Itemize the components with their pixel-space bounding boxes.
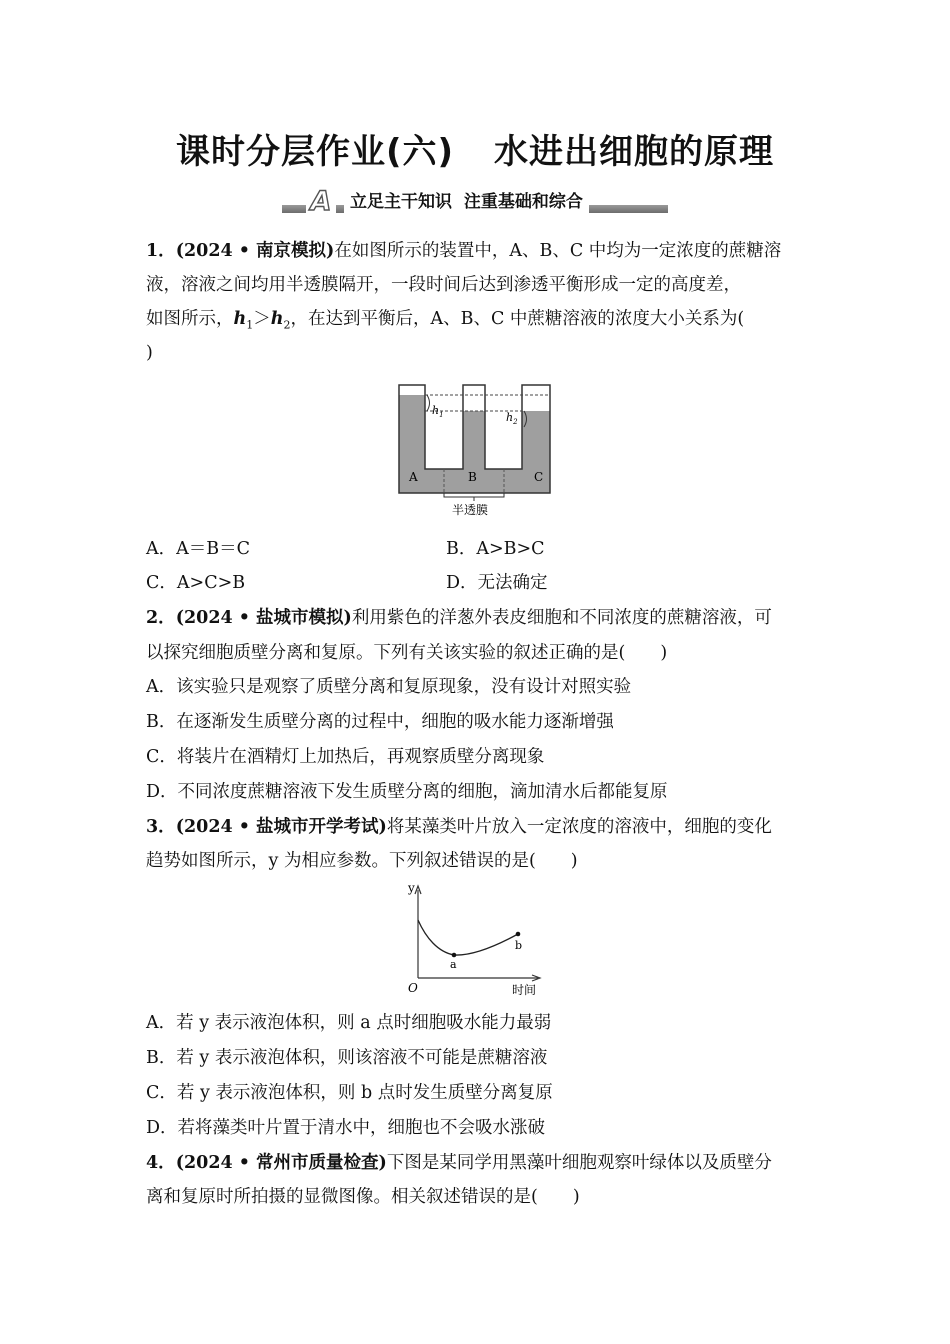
title-main: 课时分层作业(六) xyxy=(175,132,455,172)
q1-text3a: 如图所示， xyxy=(146,309,234,329)
q1-option-a: A．A＝B＝C xyxy=(146,539,251,559)
fig1-membrane-label: 半透膜 xyxy=(452,503,489,517)
q2-text1: 利用紫色的洋葱外表皮细胞和不同浓度的蔗糖溶液，可 xyxy=(351,608,772,628)
banner-text: 立足主干知识 注重基础和综合 xyxy=(344,190,589,214)
q1-line4: ) xyxy=(146,343,153,363)
q1-h2-sub: 2 xyxy=(283,318,291,332)
fig2-x-label: 时间 xyxy=(512,983,537,997)
q3-source: (2024 • 盐城市开学考试) xyxy=(175,817,387,837)
q4-number: 4． xyxy=(146,1153,176,1173)
fig1-h2-label: $h_2$ xyxy=(506,411,518,426)
q4-line1 xyxy=(146,1151,772,1175)
u-tube-figure xyxy=(396,383,556,518)
q1-option-c: C．A>C>B xyxy=(146,573,246,593)
q3-option-d: D．若将藻类叶片置于清水中，细胞也不会吸水涨破 xyxy=(146,1118,546,1138)
q1-text3b: ，在达到平衡后，A、B、C 中蔗糖溶液的浓度大小关系为( xyxy=(290,309,745,329)
q2-line1 xyxy=(146,606,772,630)
trend-curve-figure xyxy=(400,880,550,1000)
q1-h1: h xyxy=(233,309,247,329)
q3-line2: 趋势如图所示，y 为相应参数。下列叙述错误的是( ) xyxy=(146,851,578,871)
q1-line2: 液，溶液之间均用半透膜隔开，一段时间后达到渗透平衡形成一定的高度差， xyxy=(146,275,741,295)
q1-number: 1． xyxy=(146,241,176,261)
q1-h2: h xyxy=(270,309,284,329)
q2-option-b: B．在逐渐发生质壁分离的过程中，细胞的吸水能力逐渐增强 xyxy=(146,712,614,732)
q3-number: 3． xyxy=(146,817,176,837)
q4-line2: 离和复原时所拍摄的显微图像。相关叙述错误的是( ) xyxy=(146,1187,580,1207)
q1-text1: 在如图所示的装置中，A、B、C 中均为一定浓度的蔗糖溶 xyxy=(334,241,782,261)
fig2-point-b-label: b xyxy=(515,939,523,952)
fig2-origin-label: O xyxy=(408,981,418,995)
q3-option-c: C．若 y 表示液泡体积，则 b 点时发生质壁分离复原 xyxy=(146,1083,553,1103)
q2-line2: 以探究细胞质壁分离和复原。下列有关该实验的叙述正确的是( ) xyxy=(146,643,668,663)
q1-gt: ＞ xyxy=(253,309,271,329)
fig2-y-label: y xyxy=(408,881,415,895)
q2-source: (2024 • 盐城市模拟) xyxy=(175,608,352,628)
q1-line1 xyxy=(146,239,781,263)
q4-source: (2024 • 常州市质量检查) xyxy=(175,1153,387,1173)
section-banner xyxy=(282,188,668,220)
q3-line1 xyxy=(146,815,772,839)
q2-option-d: D．不同浓度蔗糖溶液下发生质壁分离的细胞，滴加清水后都能复原 xyxy=(146,782,668,802)
q3-text1: 将某藻类叶片放入一定浓度的溶液中，细胞的变化 xyxy=(386,817,772,837)
page-title xyxy=(0,124,950,173)
fig1-h1-label: $h_1$ xyxy=(432,404,444,419)
fig1-label-a: A xyxy=(409,470,418,484)
q2-option-c: C．将装片在酒精灯上加热后，再观察质壁分离现象 xyxy=(146,747,545,767)
q1-option-d: D．无法确定 xyxy=(446,573,548,593)
q4-text1: 下图是某同学用黑藻叶细胞观察叶绿体以及质壁分 xyxy=(386,1153,772,1173)
q3-option-b: B．若 y 表示液泡体积，则该溶液不可能是蔗糖溶液 xyxy=(146,1048,548,1068)
q1-line3 xyxy=(146,307,744,338)
fig1-label-b: B xyxy=(468,470,477,484)
q3-option-a: A．若 y 表示液泡体积，则 a 点时细胞吸水能力最弱 xyxy=(146,1013,552,1033)
q1-h1-sub: 1 xyxy=(246,318,254,332)
section-badge: A xyxy=(306,188,336,216)
q2-number: 2． xyxy=(146,608,176,628)
fig2-point-a-label: a xyxy=(450,958,457,971)
point-a-marker xyxy=(452,953,457,958)
q2-option-a: A．该实验只是观察了质壁分离和复原现象，没有设计对照实验 xyxy=(146,677,632,697)
q1-option-b: B．A>B>C xyxy=(446,539,545,559)
title-sub: 水进出细胞的原理 xyxy=(494,132,775,172)
point-b-marker xyxy=(516,932,521,937)
q1-source: (2024 • 南京模拟) xyxy=(175,241,335,261)
fig1-label-c: C xyxy=(534,470,544,484)
